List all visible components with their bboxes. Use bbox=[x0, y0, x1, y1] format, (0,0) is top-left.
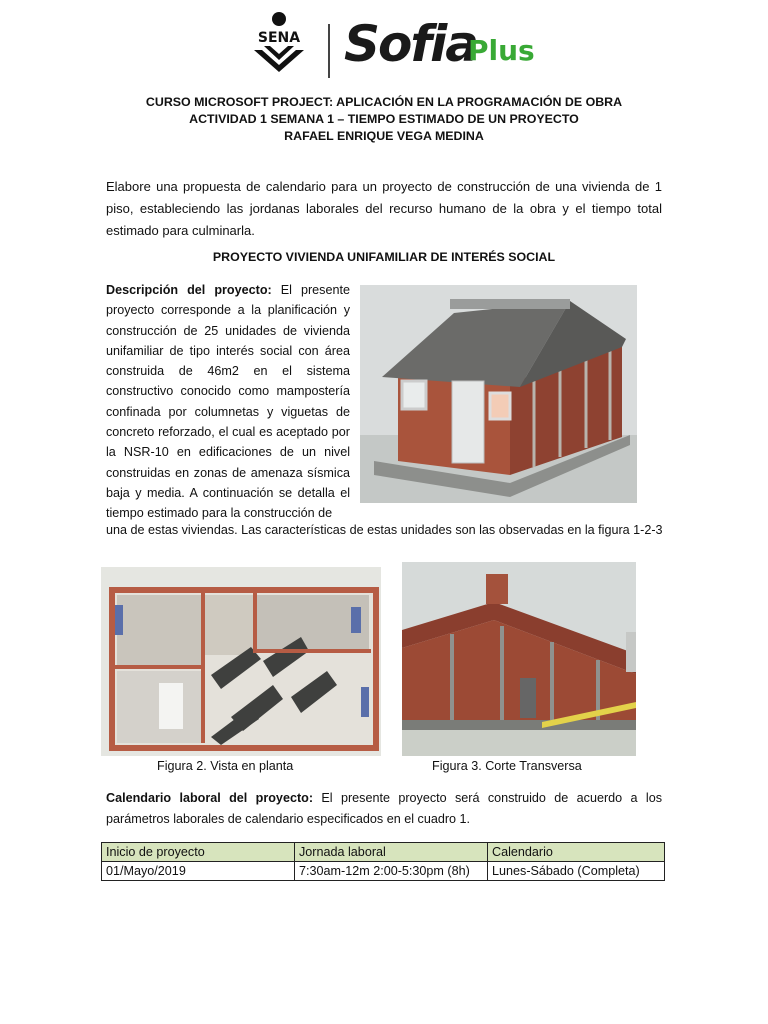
table-header-cell: Inicio de proyecto bbox=[102, 843, 295, 862]
calendar-label: Calendario laboral del proyecto: bbox=[106, 791, 314, 805]
figure-2-floor-plan bbox=[101, 567, 381, 756]
table-cell: Lunes-Sábado (Completa) bbox=[488, 862, 665, 881]
description-continuation: una de estas viviendas. Las características de estas unidades son las observadas en la figura 1-2-3 bbox=[106, 523, 663, 537]
brand-main: Sofia bbox=[344, 15, 477, 73]
description-label: Descripción del proyecto: bbox=[106, 283, 272, 297]
title-line-2: ACTIVIDAD 1 SEMANA 1 – TIEMPO ESTIMADO DE UN PROYECTO bbox=[189, 112, 579, 126]
logo-divider bbox=[328, 24, 330, 78]
figure-1-house-model bbox=[360, 285, 637, 503]
calendar-paragraph bbox=[106, 788, 662, 830]
brand-accent: Plus bbox=[468, 34, 535, 67]
table-cell: 7:30am-12m 2:00-5:30pm (8h) bbox=[295, 862, 488, 881]
section-title: PROYECTO VIVIENDA UNIFAMILIAR DE INTERÉS SOCIAL bbox=[212, 250, 556, 264]
header-logos bbox=[0, 10, 768, 82]
table-header-cell: Jornada laboral bbox=[295, 843, 488, 862]
figure-3-cross-section bbox=[402, 562, 636, 756]
sena-logo-text: SENA bbox=[257, 30, 301, 46]
calendar-text: El presente proyecto será construido de acuerdo a los parámetros laborales de calendario especificados en el cuadro 1. bbox=[106, 791, 662, 826]
intro-paragraph: Elabore una propuesta de calendario para un proyecto de construcción de una vivienda de 1 piso, estableciendo las jordanas laborales del recurso humano de la obra y el tiempo total estimado para culminarla. bbox=[106, 179, 662, 238]
sena-logo bbox=[246, 10, 312, 76]
figure-3-caption: Figura 3. Corte Transversa bbox=[432, 759, 582, 773]
description-paragraph bbox=[106, 280, 350, 524]
description-text: El presente proyecto corresponde a la planificación y construcción de 25 unidades de vivienda unifamiliar de tipo interés social con área construida de 46m2 en el sistema constructivo conocido como mampostería confinada por columnetas y viguetas de concreto reforzado, el cual es aceptado por la NSR-10 en edificaciones de un nivel construidas en zonas de amenaza sísmica baja y media. A continuación se detalla el tiempo estimado para la construcción de bbox=[106, 283, 350, 521]
title-line-1: CURSO MICROSOFT PROJECT: APLICACIÓN EN LA PROGRAMACIÓN DE OBRA bbox=[145, 95, 623, 109]
table-cell: 01/Mayo/2019 bbox=[102, 862, 295, 881]
sena-logo-icon bbox=[246, 10, 312, 76]
calendar-table bbox=[101, 842, 665, 881]
figure-2-caption: Figura 2. Vista en planta bbox=[157, 759, 294, 773]
title-line-3: RAFAEL ENRIQUE VEGA MEDINA bbox=[284, 129, 484, 143]
table-header-row bbox=[102, 843, 665, 862]
table-header-cell: Calendario bbox=[488, 843, 665, 862]
table-row bbox=[102, 862, 665, 881]
document-title bbox=[0, 94, 768, 145]
